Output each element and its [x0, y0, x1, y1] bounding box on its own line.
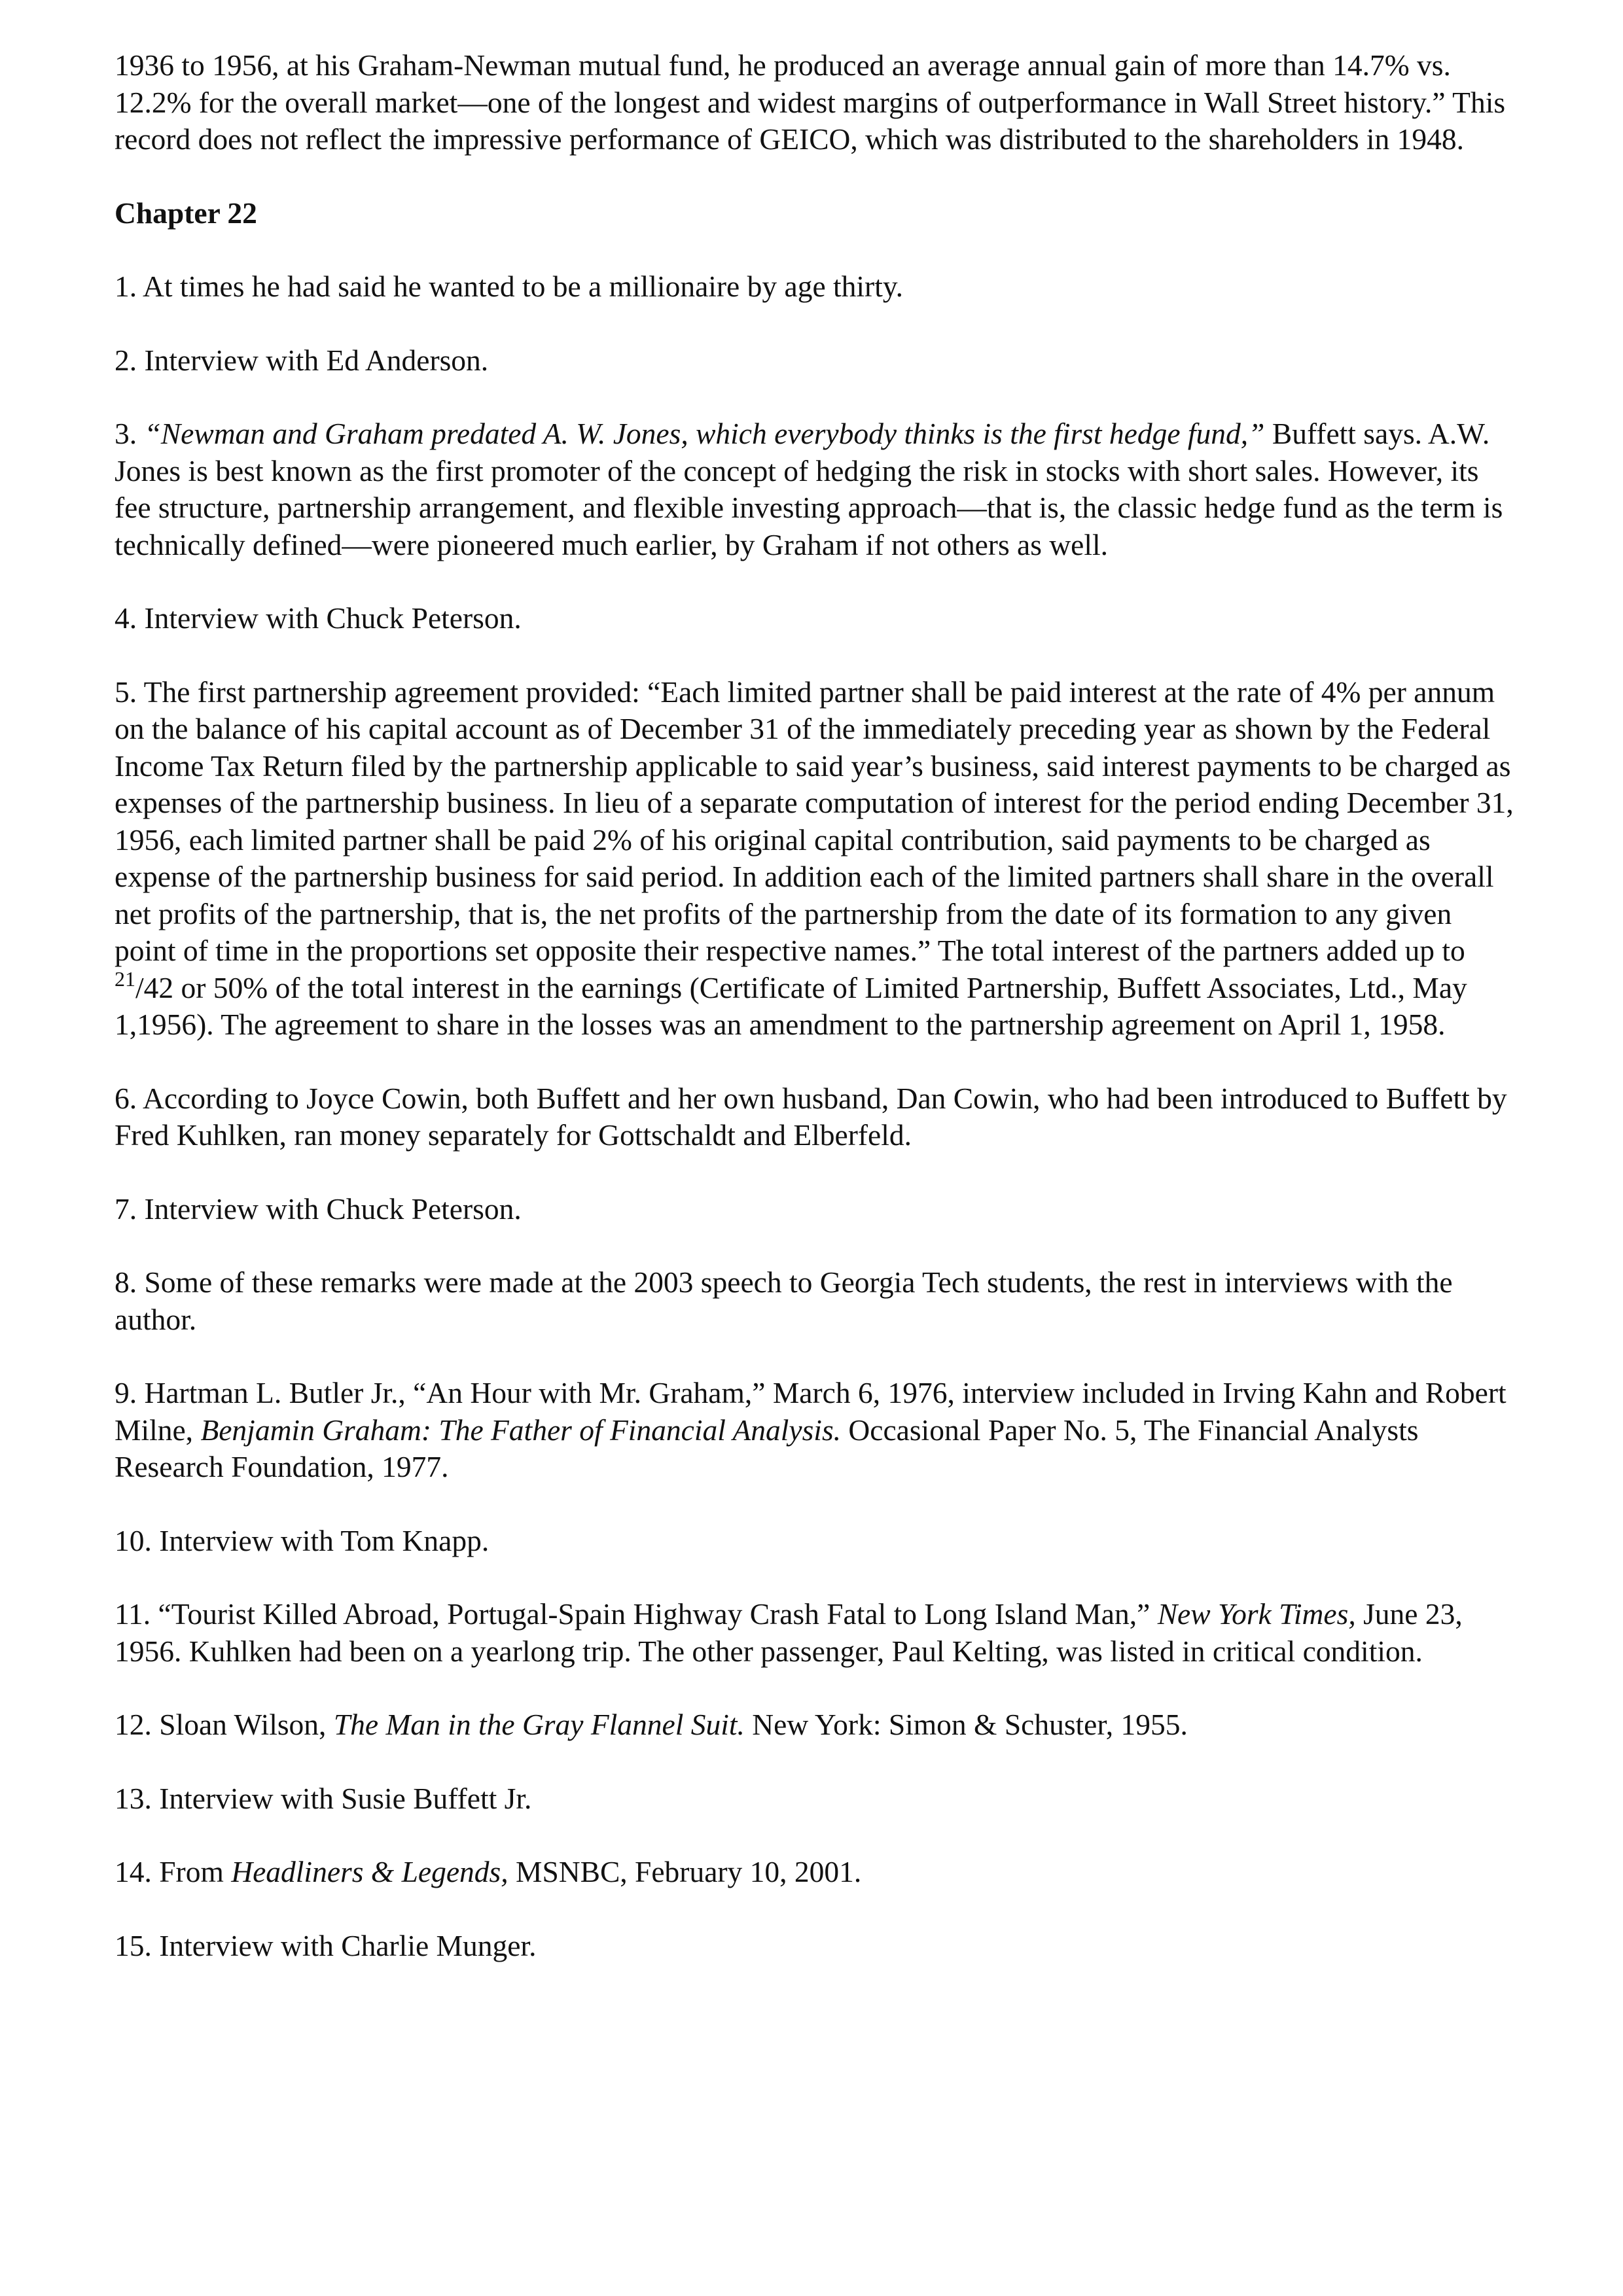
note-14	[115, 1854, 1515, 1891]
note-11-publication: New York Times,	[1157, 1597, 1356, 1631]
note-3	[115, 415, 1515, 563]
note-5-text-continued: /42 or 50% of the total interest in the earnings (Certificate of Limited Partnership, Buffett Associates, Ltd., May 1,1956). The agreement to share in the losses was an amendment to the partnership agreement on April 1, 1958.	[115, 970, 1467, 1041]
note-5	[115, 674, 1515, 1044]
note-11	[115, 1596, 1515, 1670]
note-3-quote: “Newman and Graham predated A. W. Jones, which everybody thinks is the first hedge fund,”	[144, 417, 1265, 450]
note-6: 6. According to Joyce Cowin, both Buffett and her own husband, Dan Cowin, who had been introduced to Buffett by Fred Kuhlken, ran money separately for Gottschaldt and Elberfeld.	[115, 1081, 1507, 1152]
note-3-number: 3.	[115, 417, 137, 450]
note-11-text: 11. “Tourist Killed Abroad, Portugal-Spain Highway Crash Fatal to Long Island Man,”	[115, 1597, 1158, 1631]
note-15: 15. Interview with Charlie Munger.	[115, 1928, 537, 1962]
note-3-text: Buffett says. A.W. Jones is best known as the first promoter of the concept of hedging the risk in stocks with short sales. However, its fee structure, partnership arrangement, and flexible investing approach—that is, the classic hedge fund as the term is technically defined—were pioneered much earlier, by Graham if not others as well.	[115, 417, 1503, 561]
note-14-program-title: Headliners & Legends,	[231, 1855, 508, 1888]
note-8: 8. Some of these remarks were made at the 2003 speech to Georgia Tech students, the rest in interviews with the author.	[115, 1265, 1453, 1336]
note-9-text: 9. Hartman L. Butler Jr., “An Hour with Mr. Graham,” March 6, 1976, interview included in Irving Kahn and Robert Milne,	[115, 1376, 1507, 1447]
note-5-text: 5. The first partnership agreement provided: “Each limited partner shall be paid interest at the rate of 4% per annum on the balance of his capital account as of December 31 of the immediately preceding year as shown by the Federal Income Tax Return filed by the partnership applicable to said year’s business, said interest payments to be charged as expenses of the partnership business. In lieu of a separate computation of interest for the period ending December 31, 1956, each limited partner shall be paid 2% of his original capital contribution, said payments to be charged as expense of the partnership business for said period. In addition each of the limited partners shall share in the overall net profits of the partnership, that is, the net profits of the partnership from the date of its formation to any given point of time in the proportions set opposite their respective names.” The total interest of the partners added up to	[115, 675, 1514, 967]
chapter-heading: Chapter 22	[115, 196, 257, 230]
note-9	[115, 1375, 1515, 1486]
note-7: 7. Interview with Chuck Peterson.	[115, 1192, 522, 1226]
note-9-text-continued: Occasional Paper No. 5, The Financial Analysts Research Foundation, 1977.	[115, 1413, 1419, 1483]
note-12-text: 12. Sloan Wilson,	[115, 1708, 334, 1741]
note-5-superscript: 21	[115, 966, 135, 991]
note-10: 10. Interview with Tom Knapp.	[115, 1523, 490, 1557]
note-2: 2. Interview with Ed Anderson.	[115, 343, 489, 377]
note-12	[115, 1706, 1515, 1744]
note-9-book-title: Benjamin Graham: The Father of Financial Analysis.	[200, 1413, 842, 1447]
note-11-text-continued: June 23, 1956. Kuhlken had been on a yearlong trip. The other passenger, Paul Kelting, was listed in critical condition.	[115, 1597, 1463, 1668]
note-13: 13. Interview with Susie Buffett Jr.	[115, 1781, 532, 1815]
note-14-text: 14. From	[115, 1855, 232, 1888]
note-12-book-title: The Man in the Gray Flannel Suit.	[333, 1708, 745, 1741]
note-12-text-continued: New York: Simon & Schuster, 1955.	[744, 1708, 1188, 1741]
note-1: 1. At times he had said he wanted to be a millionaire by age thirty.	[115, 270, 904, 303]
note-14-text-continued: MSNBC, February 10, 2001.	[508, 1855, 862, 1888]
document-page	[115, 47, 1515, 2001]
note-4: 4. Interview with Chuck Peterson.	[115, 601, 522, 635]
intro-paragraph: 1936 to 1956, at his Graham-Newman mutual fund, he produced an average annual gain of more than 14.7% vs. 12.2% for the overall market—one of the longest and widest margins of outperformance in Wall Street history.” This record does not reflect the impressive performance of GEICO, which was distributed to the shareholders in 1948.	[115, 48, 1506, 156]
